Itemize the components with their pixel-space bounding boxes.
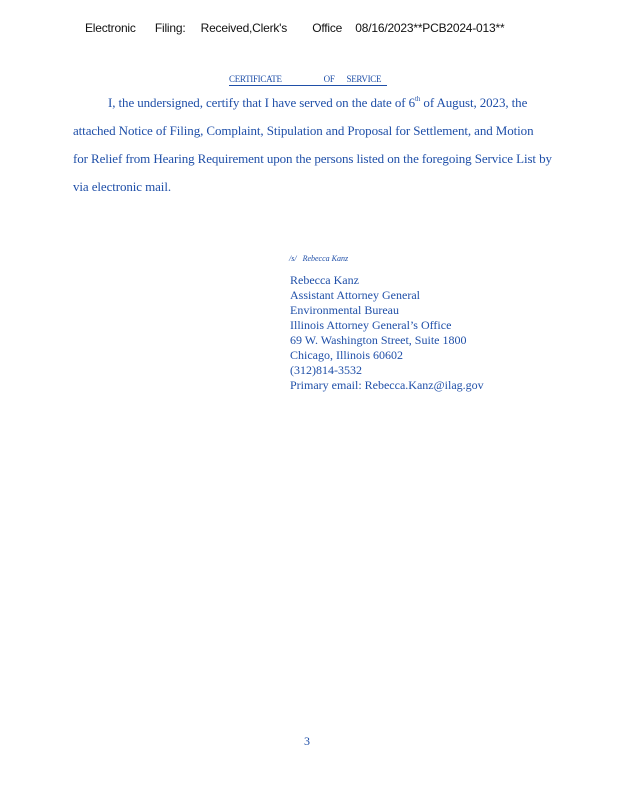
header-office: Office — [312, 21, 343, 35]
body-line-1 — [108, 95, 527, 111]
header-filing: Filing: — [154, 21, 186, 35]
signer-bureau: Environmental Bureau — [290, 303, 399, 317]
filing-stamp-header — [85, 21, 504, 35]
header-date-case: 08/16/2023**PCB2024-013** — [355, 21, 505, 35]
signer-office: Illinois Attorney General’s Office — [290, 318, 452, 332]
signature-name: Rebecca Kanz — [302, 254, 349, 263]
title-word-certificate: CERTIFICATE — [229, 74, 282, 84]
signature-prefix: /s/ — [289, 254, 297, 263]
body-line-4: via electronic mail. — [73, 179, 171, 194]
body-line-1-pre: I, the undersigned, certify that I have served on the date of 6 — [108, 95, 416, 110]
electronic-signature — [289, 254, 348, 263]
body-line-3: for Relief from Hearing Requirement upon the persons listed on the foregoing Service List by — [73, 151, 552, 166]
signer-title: Assistant Attorney General — [290, 288, 420, 302]
certificate-title — [229, 74, 387, 86]
signer-street: 69 W. Washington Street, Suite 1800 — [290, 333, 467, 347]
signer-phone: (312)814-3532 — [290, 363, 362, 377]
body-line-2: attached Notice of Filing, Complaint, Stipulation and Proposal for Settlement, and Motion — [73, 123, 534, 138]
header-received: Received,Clerk's — [200, 21, 288, 35]
body-line-1-ordinal: th — [415, 95, 421, 103]
header-electronic: Electronic — [85, 21, 136, 35]
title-word-of: OF — [323, 74, 335, 84]
body-line-1-post: of August, 2023, the — [420, 95, 528, 110]
page-number: 3 — [304, 734, 310, 748]
signer-name: Rebecca Kanz — [290, 273, 359, 287]
title-word-service: SERVICE — [346, 74, 382, 84]
signer-email: Primary email: Rebecca.Kanz@ilag.gov — [290, 378, 484, 392]
signature-block — [290, 273, 484, 393]
signer-city: Chicago, Illinois 60602 — [290, 348, 403, 362]
